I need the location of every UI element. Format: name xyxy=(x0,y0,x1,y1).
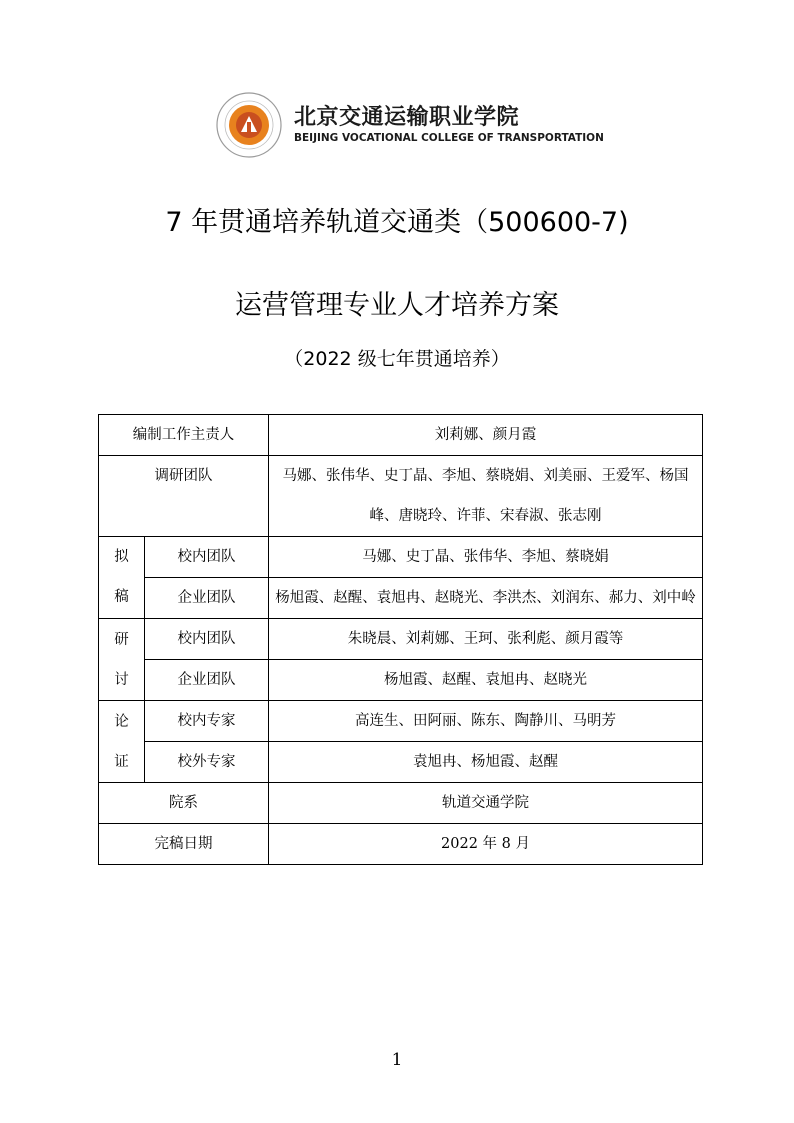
argument-external-value: 袁旭冉、杨旭霞、赵醒 xyxy=(269,742,703,783)
table-row xyxy=(99,415,703,456)
department-value: 轨道交通学院 xyxy=(269,783,703,824)
page-number: 1 xyxy=(391,1050,403,1070)
document-title-line1: 7 年贯通培养轨道交通类（500600-7) xyxy=(165,207,629,238)
table-row xyxy=(99,456,703,537)
table-row xyxy=(99,742,703,783)
college-logo xyxy=(216,92,604,162)
drafting-enterprise-value: 杨旭霞、赵醒、袁旭冉、赵晓光、李洪杰、刘润东、郝力、刘中岭 xyxy=(269,578,703,619)
table-row xyxy=(99,537,703,578)
college-name-cn: 北京交通运输职业学院 xyxy=(294,105,520,130)
document-title-line2: 运营管理专业人才培养方案 xyxy=(235,290,559,321)
research-team-value: 马娜、张伟华、史丁晶、李旭、蔡晓娟、刘美丽、王爱军、杨国峰、唐晓玲、许菲、宋春淑、张志刚 xyxy=(269,456,703,537)
drafting-enterprise-label: 企业团队 xyxy=(145,578,269,619)
table-row xyxy=(99,619,703,660)
discussion-enterprise-value: 杨旭霞、赵醒、袁旭冉、赵晓光 xyxy=(269,660,703,701)
drafting-group-cell xyxy=(99,537,145,619)
table-row xyxy=(99,783,703,824)
research-team-label: 调研团队 xyxy=(99,456,269,537)
drafting-internal-value: 马娜、史丁晶、张伟华、李旭、蔡晓娟 xyxy=(269,537,703,578)
discussion-internal-label: 校内团队 xyxy=(145,619,269,660)
discussion-char-1: 研 xyxy=(114,631,129,648)
discussion-group-cell xyxy=(99,619,145,701)
college-seal-icon xyxy=(216,92,282,158)
table-row xyxy=(99,824,703,865)
completion-date-value: 2022 年 8 月 xyxy=(269,824,703,865)
drafting-internal-label: 校内团队 xyxy=(145,537,269,578)
discussion-internal-value: 朱晓晨、刘莉娜、王珂、张利彪、颜月霞等 xyxy=(269,619,703,660)
table-row xyxy=(99,660,703,701)
argument-char-2: 证 xyxy=(114,753,129,770)
college-name-en: BEIJING VOCATIONAL COLLEGE OF TRANSPORTATION xyxy=(294,132,604,144)
document-subtitle: （2022 级七年贯通培养） xyxy=(284,348,510,370)
argument-char-1: 论 xyxy=(114,713,129,730)
table-row xyxy=(99,701,703,742)
table-row xyxy=(99,578,703,619)
completion-date-label: 完稿日期 xyxy=(99,824,269,865)
chief-editor-label: 编制工作主责人 xyxy=(99,415,269,456)
drafting-char-2: 稿 xyxy=(114,589,129,605)
department-label: 院系 xyxy=(99,783,269,824)
chief-editor-value: 刘莉娜、颜月霞 xyxy=(269,415,703,456)
discussion-enterprise-label: 企业团队 xyxy=(145,660,269,701)
discussion-char-2: 讨 xyxy=(114,671,129,688)
argument-internal-label: 校内专家 xyxy=(145,701,269,742)
drafting-char-1: 拟 xyxy=(114,549,129,565)
credits-table xyxy=(98,414,703,865)
argument-internal-value: 高连生、田阿丽、陈东、陶静川、马明芳 xyxy=(269,701,703,742)
argument-group-cell xyxy=(99,701,145,783)
argument-external-label: 校外专家 xyxy=(145,742,269,783)
